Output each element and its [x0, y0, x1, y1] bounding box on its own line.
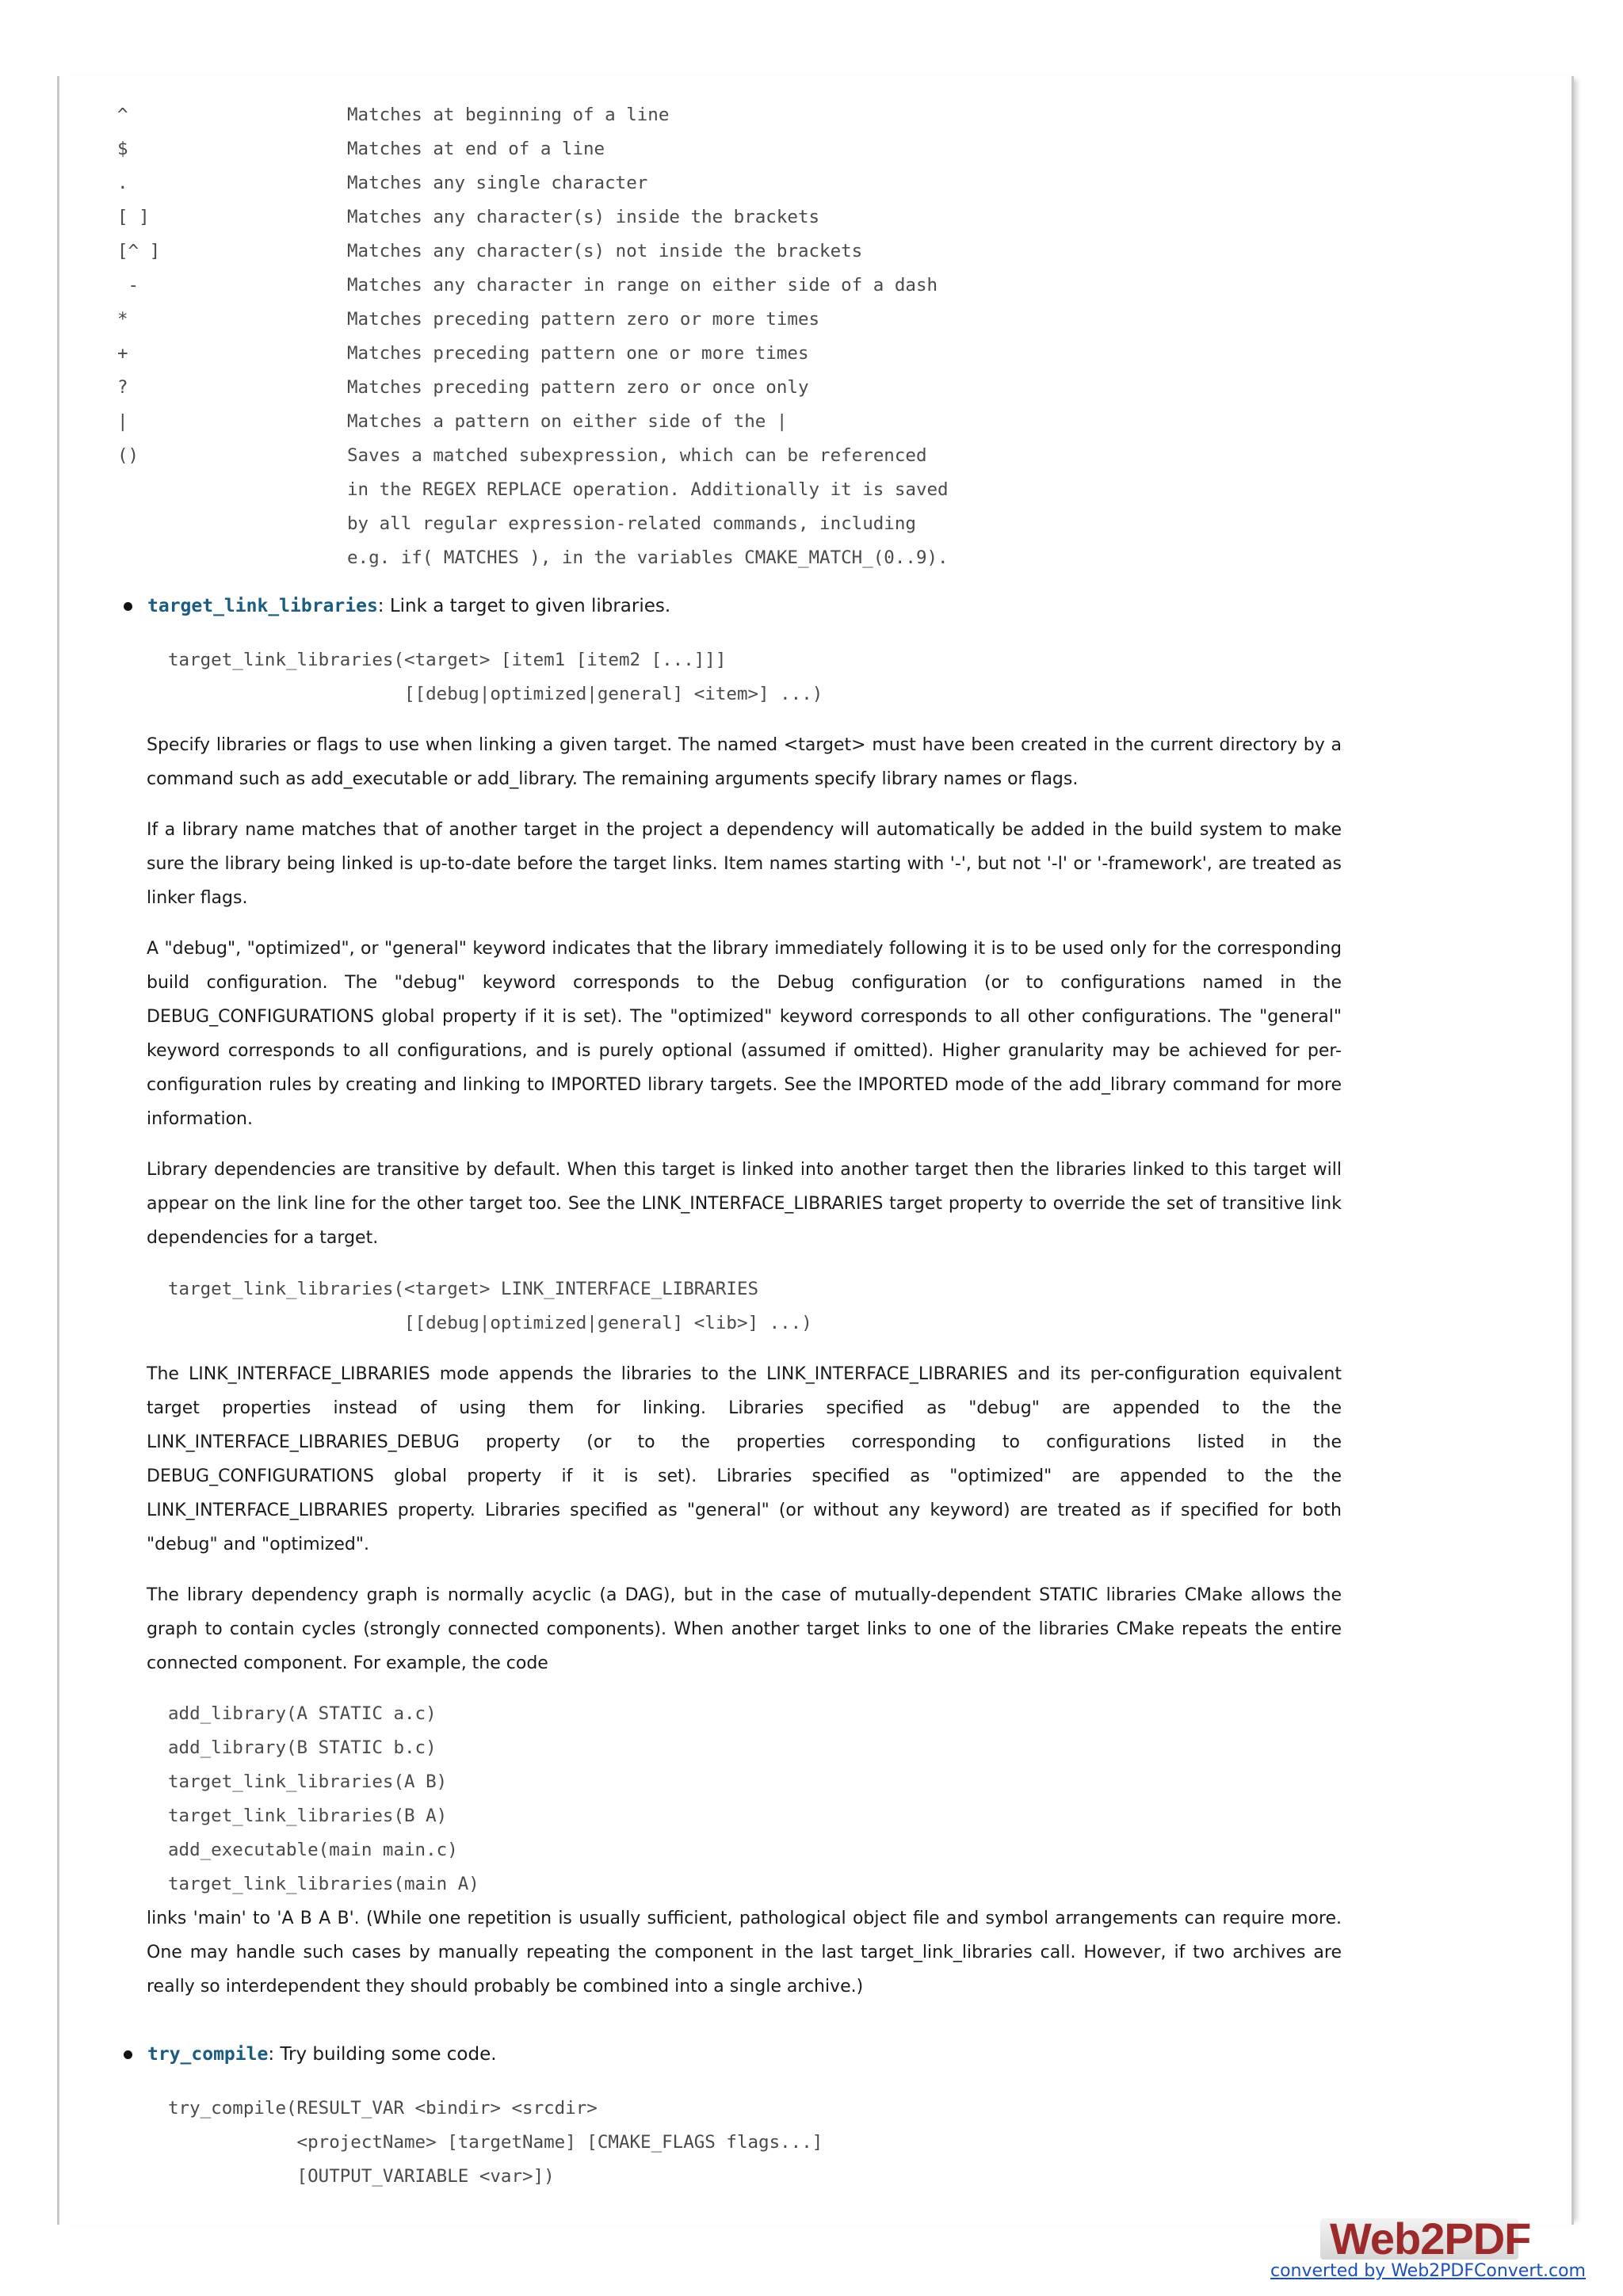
code-line: target_link_libraries(<target> [item1 [item2 [...]]] — [168, 650, 727, 670]
regex-symbol: * — [117, 309, 128, 330]
paragraph: The library dependency graph is normally acyclic (a DAG), but in the case of mutually-dependent STATIC libraries CMake allows the graph to contain cycles (strongly connected components). When another target links to one of the libraries CMake repeats the entire connected component. For example, the code — [147, 1585, 1342, 1673]
code-block-link-interface — [168, 1272, 812, 1341]
regex-description: Matches any character(s) not inside the brackets — [347, 241, 863, 261]
regex-symbol: - — [117, 275, 139, 296]
regex-symbol: ^ — [117, 105, 128, 125]
converted-by-link[interactable]: converted by Web2PDFConvert.com — [1270, 2261, 1586, 2281]
code-line: add_library(A STATIC a.c) — [168, 1703, 437, 1724]
try-compile-summary: : Try building some code. — [268, 2044, 497, 2065]
regex-symbol: | — [117, 411, 128, 432]
web2pdf-logo — [1320, 2214, 1531, 2264]
regex-symbol: [ ] — [117, 207, 150, 227]
bullet-icon — [124, 2050, 132, 2059]
code-line: target_link_libraries(A B) — [168, 1772, 448, 1792]
paragraph: links 'main' to 'A B A B'. (While one repetition is usually sufficient, pathological object file and symbol arrangements can require more. One may handle such cases by manually repeating the component in the last target_link_libraries call. However, if two archives are really so interdependent they should probably be combined into a single archive.) — [147, 1909, 1342, 1997]
regex-symbol: () — [117, 445, 139, 466]
code-block-try-compile — [168, 2092, 823, 2194]
target-link-libraries-summary: : Link a target to given libraries. — [377, 596, 671, 616]
paragraph: A "debug", "optimized", or "general" keyword indicates that the library immediately following it is to be used only for the corresponding build configuration. The "debug" keyword corresponds to the Debug configuration (or to configurations named in the DEBUG_CONFIGURATIONS global property if it is set). The "optimized" keyword corresponds to all other configurations. The "general" keyword corresponds to all configurations, and is purely optional (assumed if omitted). Higher granularity may be achieved for per-configuration rules by creating and linking to IMPORTED library targets. See the IMPORTED mode of the add_library command for more information. — [147, 939, 1342, 1129]
try-compile-link[interactable]: try_compile — [147, 2044, 269, 2065]
code-line: add_library(B STATIC b.c) — [168, 1737, 437, 1758]
regex-description: Matches preceding pattern one or more times — [347, 343, 809, 364]
regex-description: Matches any character in range on either side of a dash — [347, 275, 938, 296]
regex-description: Matches at end of a line — [347, 139, 605, 159]
code-line: try_compile(RESULT_VAR <bindir> <srcdir> — [168, 2098, 598, 2119]
bullet-icon — [124, 602, 132, 611]
code-line: [[debug|optimized|general] <lib>] ...) — [168, 1313, 812, 1333]
regex-description: in the REGEX REPLACE operation. Additionally it is saved — [347, 479, 949, 500]
paragraph: Specify libraries or flags to use when linking a given target. The named <target> must have been created in the current directory by a command such as add_executable or add_library. The remaining arguments specify library names or flags. — [147, 735, 1342, 789]
paragraph: The LINK_INTERFACE_LIBRARIES mode appends the libraries to the LINK_INTERFACE_LIBRARIES and its per-configuration equivalent target properties instead of using them for linking. Libraries specified as "debug" are appended to the the LINK_INTERFACE_LIBRARIES_DEBUG property (or to the properties corresponding to configurations listed in the DEBUG_CONFIGURATIONS global property if it is set). Libraries specified as "optimized" are appended to the the LINK_INTERFACE_LIBRARIES property. Libraries specified as "general" (or without any keyword) are treated as if specified for both "debug" and "optimized". — [147, 1364, 1342, 1554]
code-line: target_link_libraries(<target> LINK_INTERFACE_LIBRARIES — [168, 1279, 759, 1299]
target-link-libraries-link[interactable]: target_link_libraries — [147, 596, 378, 616]
regex-symbol: + — [117, 343, 128, 364]
code-line: <projectName> [targetName] [CMAKE_FLAGS flags...] — [168, 2132, 823, 2153]
regex-description: Matches preceding pattern zero or once only — [347, 377, 809, 398]
logo-text: Web2PDF — [1330, 2214, 1531, 2264]
regex-description: e.g. if( MATCHES ), in the variables CMAKE_MATCH_(0..9). — [347, 547, 949, 568]
regex-symbol: ? — [117, 377, 128, 398]
paragraph: If a library name matches that of another target in the project a dependency will automatically be added in the build system to make sure the library being linked is up-to-date before the target links. Item names starting with '-', but not '-l' or '-framework', are treated as linker flags. — [147, 820, 1342, 908]
regex-description: Matches a pattern on either side of the | — [347, 411, 788, 432]
regex-symbol: $ — [117, 139, 128, 159]
paragraph: Library dependencies are transitive by default. When this target is linked into another target then the libraries linked to this target will appear on the link line for the other target too. See the LINK_INTERFACE_LIBRARIES target property to override the set of transitive link dependencies for a target. — [147, 1160, 1342, 1248]
code-line: [[debug|optimized|general] <item>] ...) — [168, 684, 823, 704]
code-line: add_executable(main main.c) — [168, 1840, 458, 1860]
regex-description: Matches any single character — [347, 173, 648, 193]
code-block-example — [168, 1697, 479, 1901]
code-block-tll-syntax — [168, 643, 823, 711]
code-line: target_link_libraries(B A) — [168, 1806, 448, 1826]
regex-description: Saves a matched subexpression, which can be referenced — [347, 445, 927, 466]
code-line: target_link_libraries(main A) — [168, 1874, 479, 1894]
regex-description: Matches at beginning of a line — [347, 105, 670, 125]
regex-description: by all regular expression-related commands, including — [347, 513, 916, 534]
regex-description: Matches preceding pattern zero or more times — [347, 309, 820, 330]
regex-symbol: . — [117, 173, 128, 193]
code-line: [OUTPUT_VARIABLE <var>]) — [168, 2166, 555, 2187]
regex-description: Matches any character(s) inside the brackets — [347, 207, 820, 227]
regex-symbol: [^ ] — [117, 241, 161, 261]
